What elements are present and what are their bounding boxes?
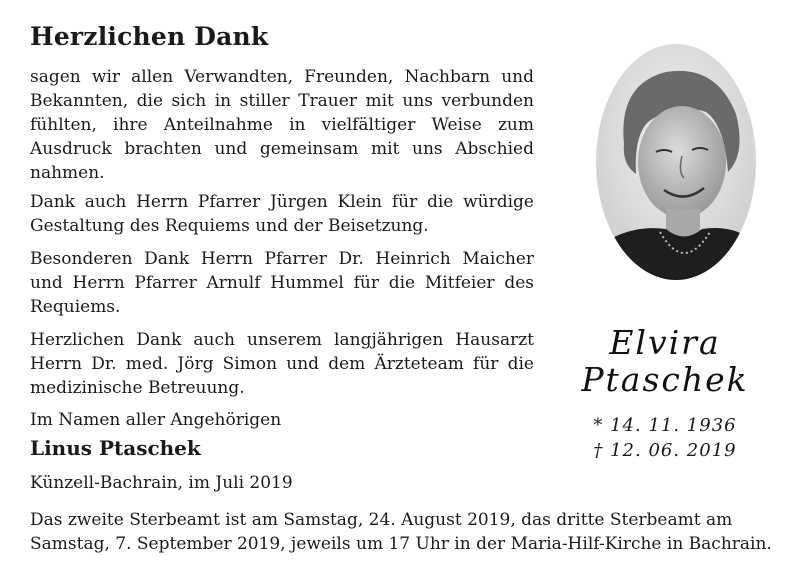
deceased-last-name: Ptaschek bbox=[581, 360, 749, 399]
thanks-paragraph: Besonderen Dank Herrn Pfarrer Dr. Heinrich Maicher und Herrn Pfarrer Arnulf Hummel für die Mitfeier des Requiems. bbox=[30, 249, 534, 317]
thanks-paragraph: sagen wir allen Verwandten, Freunden, Nachbarn und Bekannten, die sich in stiller Trauer mit uns verbunden fühlten, ihre Anteilnahme in vielfältiger Weise zum Ausdruck brachten und gemeinsam mit uns Abschied nahmen. bbox=[30, 67, 534, 183]
thanks-paragraph: Herzlichen Dank auch unserem langjährigen Hausarzt Herrn Dr. med. Jörg Simon und dem Ärzteteam für die medizinische Betreuung. bbox=[30, 330, 534, 398]
portrait-photo bbox=[596, 44, 756, 280]
signature-name: Linus Ptaschek bbox=[30, 436, 201, 460]
birth-date: * 14. 11. 1936 bbox=[593, 415, 737, 436]
service-announcement: Das zweite Sterbeamt ist am Samstag, 24. August 2019, das dritte Sterbeamt am Samstag, 7. September 2019, jeweils um 17 Uhr in der Maria-Hilf-Kirche in Bachrain. bbox=[30, 510, 772, 554]
place-date: Künzell-Bachrain, im Juli 2019 bbox=[30, 473, 293, 493]
notice-title: Herzlichen Dank bbox=[30, 22, 269, 51]
thanks-paragraph: Dank auch Herrn Pfarrer Jürgen Klein für die würdige Gestaltung des Requiems und der Beisetzung. bbox=[30, 192, 534, 236]
deceased-first-name: Elvira bbox=[609, 323, 721, 362]
death-date: † 12. 06. 2019 bbox=[593, 440, 737, 461]
signature-intro: Im Namen aller Angehörigen bbox=[30, 410, 282, 430]
